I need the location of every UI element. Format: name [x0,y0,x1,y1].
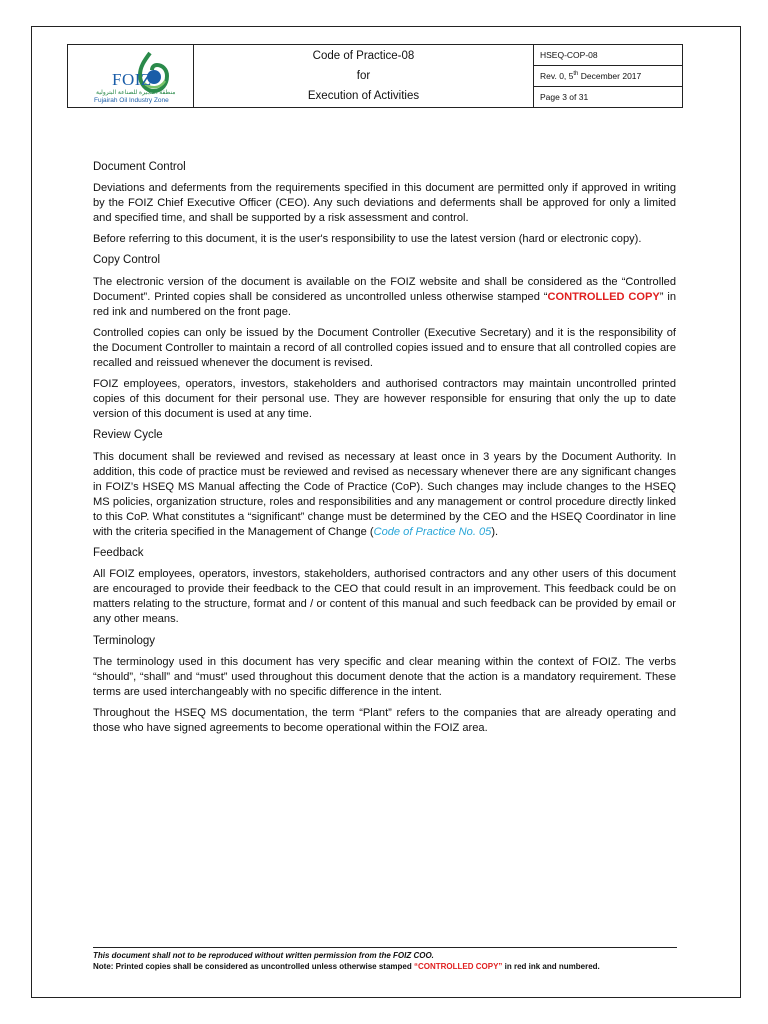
revision-info [534,66,683,87]
revision-sup: th [573,71,579,78]
foiz-logo [68,45,194,109]
page-footer [93,950,683,972]
feedback-heading: Feedback [93,547,144,560]
review-cycle-heading: Review Cycle [93,429,163,442]
footer-line-2-text-b: in red ink and numbered. [502,962,600,971]
footer-line-2 [93,961,683,972]
terminology-para-2: Throughout the HSEQ MS documentation, the term “Plant” refers to the companies that are already operating and those who have signed agreements to become operational within the FOIZ area. [93,706,676,734]
code-of-practice-05-link[interactable]: Code of Practice No. 05 [373,525,492,538]
terminology-heading: Terminology [93,634,155,647]
footer-line-2-text-a: Note: Printed copies shall be considered as uncontrolled unless otherwise stamped [93,962,414,971]
document-control-para-2: Before referring to this document, it is the user's responsibility to use the latest version (hard or electronic copy). [93,233,642,246]
revision-prefix: Rev. 0, 5 [540,71,574,81]
logo-cell [68,45,194,108]
logo-subtitle: Fujairah Oil Industry Zone [94,97,169,104]
footer-divider [93,947,677,948]
page-number: Page 3 of 31 [534,87,683,108]
logo-name: FOIZ [112,70,152,89]
title-line-3: Execution of Activities [307,90,420,102]
terminology-para-1: The terminology used in this document has very specific and clear meaning within the context of FOIZ. The verbs “should”, “shall” and “must” used throughout this document denote that the action is a mandatory requirement. These terms are used interchangeably with no specific difference in the intent. [93,655,676,698]
document-header [67,44,683,108]
document-title [194,45,534,108]
feedback-para-1: All FOIZ employees, operators, investors, stakeholders, authorised contractors and any other users of this document are encouraged to provide their feedback to the CEO that could result in an improvement. This feedback could be on matters relating to the structure, format and / or content of this manual and such feedback can be provided by email or any other means. [93,568,676,626]
copy-control-p1-text-b: ” in red ink and numbered on the front page. [93,290,676,318]
footer-line-1: This document shall not to be reproduced without written permission from the FOIZ COO. [93,951,434,960]
document-control-heading: Document Control [93,161,186,173]
review-cycle-p1-text-b: ). [491,525,499,538]
review-cycle-para-1 [93,450,676,541]
revision-suffix: December 2017 [578,71,642,81]
copy-control-para-2: Controlled copies can only be issued by the Document Controller (Executive Secretary) and it is the responsibility of the Document Controller to maintain a record of all controlled copies issued and to ensure that all controlled copies are recalled and reissued whenever the document is revised. [93,326,676,370]
controlled-copy-stamp-text: CONTROLLED COPY [547,290,660,303]
document-control-para-1: Deviations and deferments from the requirements specified in this document are permitted only if approved in writing by the FOIZ Chief Executive Officer (CEO). Any such deviations and deferments shall be approved for only a limited and specified time, and shall be supported by a risk assessment and control. [93,182,676,225]
copy-control-p1-text-a: The electronic version of the document is available on the FOIZ website and shall be considered as the “Controlled Document”. Printed copies shall be considered as uncontrolled unless otherwise stamped “ [93,275,676,303]
doc-id: HSEQ-COP-08 [534,45,683,66]
review-cycle-p1-text-a: This document shall be reviewed and revised as necessary at least once in 3 years by the Document Authority. In addition, this code of practice must be reviewed and revised as necessary whenever there are any significant changes in FOIZ’s HSEQ MS Manual affecting the Code of Practice (CoP). Such changes may include changes to the HSEQ MS policies, organization structure, roles and responsibilities and any management or control procedure directly linked to this CoP. What constitutes a “significant” change must be determined by the CEO and the HSEQ Coordinator in line with the criteria specified in the Management of Change ( [93,450,676,538]
title-line-2: for [356,70,371,82]
copy-control-heading: Copy Control [93,254,161,267]
copy-control-para-1 [93,275,676,320]
document-body [93,160,676,742]
logo-arabic-text: منطقة الفجيرة للصناعة البترولية [96,90,176,96]
footer-controlled-copy-text: “CONTROLLED COPY” [413,962,503,971]
copy-control-para-3: FOIZ employees, operators, investors, stakeholders and authorised contractors may maintain uncontrolled printed copies of this document for their personal use. They are however responsible for ensuring that only the up to date version of this document is used at any time. [93,378,676,421]
title-line-1: Code of Practice-08 [312,50,415,62]
